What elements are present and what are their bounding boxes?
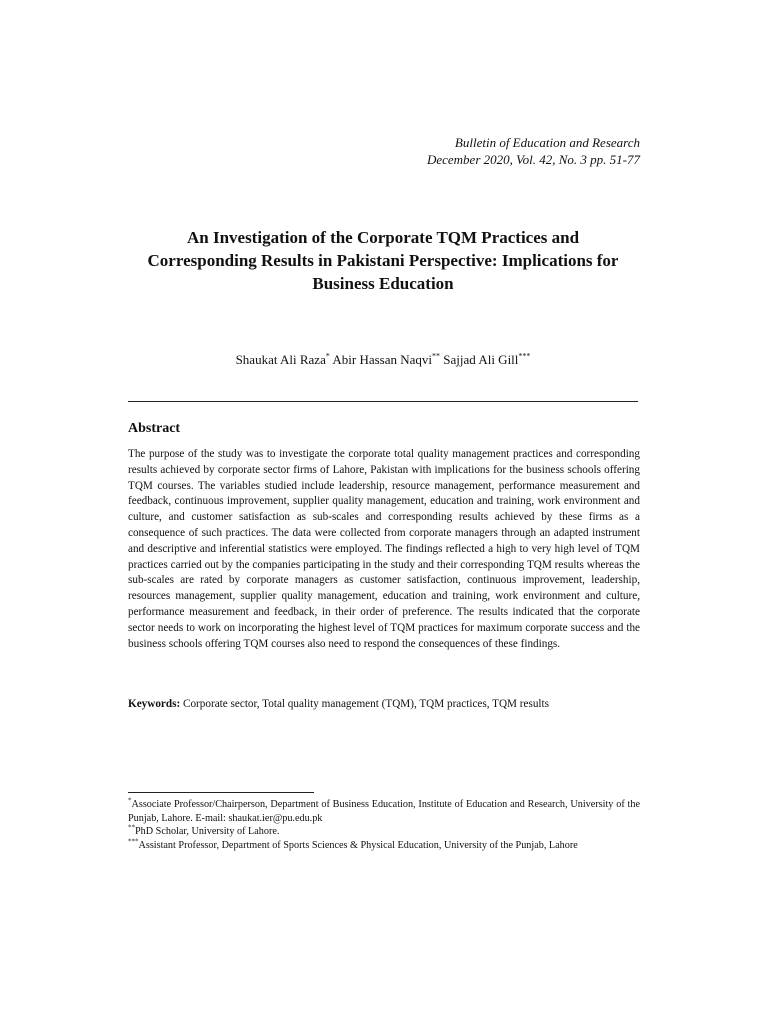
title-line-3: Business Education — [312, 274, 454, 293]
author-mark: * — [325, 351, 330, 361]
abstract-heading: Abstract — [128, 421, 181, 436]
footnote-divider — [128, 792, 314, 793]
journal-issue: December 2020, Vol. 42, No. 3 pp. 51-77 — [426, 152, 640, 167]
footnote-text: Assistant Professor, Department of Sports Sciences & Physical Education, University of the Punjab, Lahore — [138, 839, 578, 851]
footnote-text: Associate Professor/Chairperson, Department of Business Education, Institute of Education and Research, University of the Punjab, Lahore. E-mail: shaukat.ier@pu.edu.pk — [128, 799, 640, 824]
header-divider — [128, 401, 638, 402]
footnote — [128, 839, 640, 853]
footnote — [128, 798, 640, 825]
keywords-text: Corporate sector, Total quality management (TQM), TQM practices, TQM results — [183, 698, 550, 710]
footnote-mark: ** — [128, 823, 135, 832]
footnote-text: PhD Scholar, University of Lahore. — [135, 826, 280, 837]
footnote-mark: *** — [128, 837, 139, 846]
footnote — [128, 825, 640, 839]
title-line-2: Corresponding Results in Pakistani Perspective: Implications for — [147, 251, 619, 270]
author-name: Shaukat Ali Raza — [235, 352, 326, 367]
author-list — [128, 352, 638, 368]
author-mark: ** — [432, 351, 441, 361]
keywords-label: Keywords: — [128, 698, 181, 710]
footnote-mark: * — [128, 796, 132, 805]
paper-title — [128, 226, 638, 295]
author-name: Abir Hassan Naqvi — [332, 352, 433, 367]
title-line-1: An Investigation of the Corporate TQM Practices and — [186, 228, 580, 247]
journal-header — [427, 134, 640, 168]
keywords — [128, 697, 640, 712]
journal-name: Bulletin of Education and Research — [454, 135, 640, 150]
author-mark: *** — [518, 351, 531, 361]
footnotes — [128, 798, 640, 852]
author-name: Sajjad Ali Gill — [443, 352, 519, 367]
abstract-body: The purpose of the study was to investigate the corporate total quality management practices and corresponding results achieved by corporate sector firms of Lahore, Pakistan with implications for the business schools offering TQM courses. The variables studied include leadership, resource management, performance measurement and feedback, continuous improvement, supplier quality management, education and training, work environment and culture, and customer satisfaction as sub-scales and corresponding results achieved by these firms as a consequence of such practices. The data were collected from corporate managers through an adapted instrument and descriptive and inferential statistics were employed. The findings reflected a high to very high level of TQM practices carried out by the companies participating in the study and their corresponding TQM results whereas the sub-scales are rated by corporate managers as customer satisfaction, continuous improvement, leadership, resources management, supplier quality management, education and training, work environment and culture, performance measurement and feedback, in their order of preference. The results indicated that the corporate sector needs to work on incorporating the highest level of TQM practices for maximum corporate success and the business schools offering TQM courses also need to respond the consequences of these findings. — [128, 448, 640, 650]
